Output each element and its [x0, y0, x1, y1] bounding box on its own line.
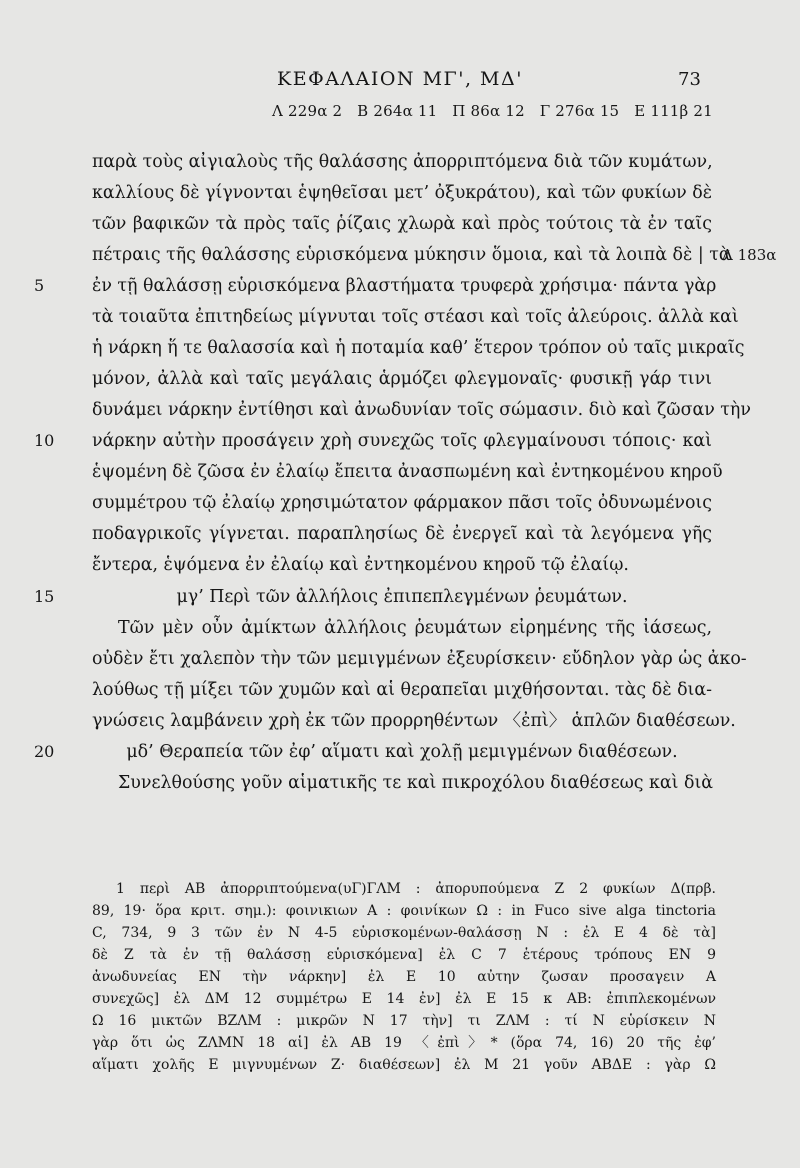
apparatus-line: C, 734, 9 3 τῶν ἐν Ν 4-5 εὑρισκομένων-θαλάσσῃ Ν : ἐλ Ε 4 δὲ τὰ]	[92, 925, 716, 941]
line-number: 15	[34, 587, 55, 606]
text-line: ἐν τῇ θαλάσσῃ εὑρισκόμενα βλαστήματα τρυφερὰ χρήσιμα· πάντα γὰρ	[92, 276, 717, 296]
text-line: νάρκην αὐτὴν προσάγειν χρὴ συνεχῶς τοῖς φλεγμαίνουσι τόποις· καὶ	[92, 431, 712, 451]
text-line: μόνον, ἀλλὰ καὶ ταῖς μεγάλαις ἁρμόζει φλεγμοναῖς· φυσικῇ γάρ τινι	[92, 369, 712, 389]
text-line: ἑψομένη δὲ ζῶσα ἐν ἐλαίῳ ἔπειτα ἀνασπωμένη καὶ ἐντηκομένου κηροῦ	[92, 462, 723, 482]
text-line: τῶν βαφικῶν τὰ πρὸς ταῖς ῥίζαις χλωρὰ καὶ πρὸς τούτοις τὰ ἐν ταῖς	[92, 214, 712, 234]
section-heading: μδ’ Θεραπεία τῶν ἐφ’ αἵματι καὶ χολῇ μεμιγμένων διαθέσεων.	[126, 742, 678, 762]
text-line: Συνελθούσης γοῦν αἱματικῆς τε καὶ πικροχόλου διαθέσεως καὶ διὰ	[118, 773, 714, 793]
text-line: γνώσεις λαμβάνειν χρὴ ἐκ τῶν προρρηθέντων 〈ἐπὶ〉 ἁπλῶν διαθέσεων.	[92, 711, 736, 731]
text-line: ποδαγρικοῖς γίγνεται. παραπλησίως δὲ ἐνεργεῖ καὶ τὰ λεγόμενα γῆς	[92, 524, 712, 544]
apparatus-line: γὰρ ὅτι ὡς ΖΛΜΝ 18 αἱ] ἐλ ΑΒ 19 〈ἐπὶ〉* (ὅρα 74, 16) 20 τῆς ἐφ’	[92, 1035, 716, 1051]
line-number: 10	[34, 431, 55, 450]
line-number: 5	[34, 276, 45, 295]
text-line: λούθως τῇ μίξει τῶν χυμῶν καὶ αἱ θεραπεῖαι μιχθήσονται. τὰς δὲ δια-	[92, 680, 712, 700]
manuscript-sigla: Λ 229α 2 Β 264α 11 Π 86α 12 Γ 276α 15 Ε 111β 21	[272, 102, 713, 120]
apparatus-line: αἵματι χολῆς Ε μιγνυμένων Ζ· διαθέσεων] ἐλ Μ 21 γοῦν ΑΒΔΕ : γὰρ Ω	[92, 1057, 716, 1073]
page-number: 73	[678, 69, 701, 90]
line-number: 20	[34, 742, 55, 761]
text-line: Τῶν μὲν οὖν ἀμίκτων ἀλλήλοις ῥευμάτων εἰρημένης τῆς ἰάσεως,	[118, 618, 712, 638]
running-header-title: ΚΕΦΑΛΑΙΟΝ ΜΓ', ΜΔ'	[277, 68, 523, 90]
section-heading: μγ’ Περὶ τῶν ἀλλήλοις ἐπιπεπλεγμένων ῥευμάτων.	[176, 587, 628, 607]
text-line: πέτραις τῆς θαλάσσης εὑρισκόμενα μύκησιν ὅμοια, καὶ τὰ λοιπὰ δὲ | τὰ	[92, 245, 731, 265]
text-line: δυνάμει νάρκην ἐντίθησι καὶ ἀνωδυνίαν τοῖς σώμασιν. διὸ καὶ ζῶσαν τὴν	[92, 400, 751, 420]
apparatus-line: 1 περὶ ΑΒ ἀπορριπτούμενα(υΓ)ΓΛΜ : ἀπορυπούμενα Ζ 2 φυκίων Δ(πρβ.	[116, 881, 716, 897]
margin-folio-note: Λ 183α	[722, 246, 777, 264]
text-line: παρὰ τοὺς αἰγιαλοὺς τῆς θαλάσσης ἀπορριπτόμενα διὰ τῶν κυμάτων,	[92, 152, 713, 172]
text-line: τὰ τοιαῦτα ἐπιτηδείως μίγνυται τοῖς στέασι καὶ τοῖς ἀλεύροις. ἀλλὰ καὶ	[92, 307, 739, 327]
apparatus-line: Ω 16 μικτῶν ΒΖΛΜ : μικρῶν Ν 17 τὴν] τι ΖΛΜ : τί Ν εὑρίσκειν Ν	[92, 1013, 716, 1029]
apparatus-line: 89, 19· ὅρα κριτ. σημ.): φοινικιων Α : φοινίκων Ω : in Fuco sive alga tinctoria	[92, 903, 716, 919]
text-line: οὐδὲν ἔτι χαλεπὸν τὴν τῶν μεμιγμένων ἐξευρίσκειν· εὔδηλον γὰρ ὡς ἀκο-	[92, 649, 747, 669]
text-line: ἔντερα, ἑψόμενα ἐν ἐλαίῳ καὶ ἐντηκομένου κηροῦ τῷ ἐλαίῳ.	[92, 555, 629, 575]
apparatus-line: ἀνωδυνείας ΕΝ τὴν νάρκην] ἐλ Ε 10 αὐτην ζωσαν προσαγειν Α	[92, 969, 716, 985]
apparatus-line: δὲ Ζ τὰ ἐν τῇ θαλάσσῃ εὑρισκόμενα] ἐλ C 7 ἑτέρους τρόπους ΕΝ 9	[92, 947, 716, 963]
text-line: καλλίους δὲ γίγνονται ἑψηθεῖσαι μετ’ ὀξυκράτου), καὶ τῶν φυκίων δὲ	[92, 183, 713, 203]
text-line: ἡ νάρκη ἥ τε θαλασσία καὶ ἡ ποταμία καθ’ ἕτερον τρόπον οὐ ταῖς μικραῖς	[92, 338, 745, 358]
text-line: συμμέτρου τῷ ἐλαίῳ χρησιμώτατον φάρμακον πᾶσι τοῖς ὀδυνωμένοις	[92, 493, 712, 513]
apparatus-line: συνεχῶς] ἐλ ΔΜ 12 συμμέτρω Ε 14 ἐν] ἐλ Ε 15 κ ΑΒ: ἐπιπλεκομένων	[92, 991, 716, 1007]
